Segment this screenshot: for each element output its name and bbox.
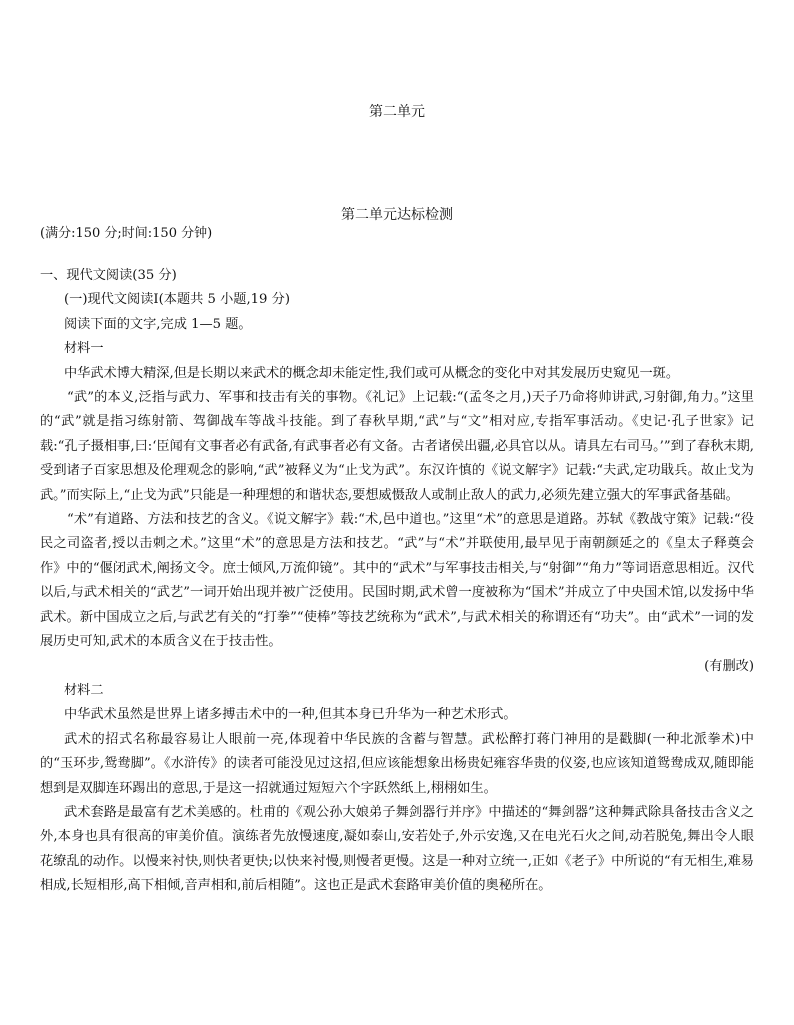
subsection-heading: (一)现代文阅读Ⅰ(本题共 5 小题,19 分) xyxy=(64,292,290,308)
reading-section xyxy=(40,264,754,899)
instruction-text: 阅读下面的文字,完成 1—5 题。 xyxy=(64,316,252,332)
material-two-label: 材料二 xyxy=(64,682,104,698)
material-one-paragraph: “武”的本义,泛指与武力、军事和技击有关的事物。《礼记》上记载:“(孟冬之月,)天子乃命将帅讲武,习射御,角力。”这里的“武”就是指习练射箭、驾御战车等战斗技能。到了春秋早期,“武”与“文”相对应,专指军事活动。《史记·孔子世家》记载:“孔子摄相事,曰:‘臣闻有文事者必有武备,有武事者必有文备。古者诸侯出疆,必具官以从。请具左右司马。’”到了春秋末期,受到诸子百家思想及伦理观念的影响,“武”被释义为“止戈为武”。东汉许慎的《说文解字》记载:“夫武,定功戢兵。故止戈为武。”而实际上,“止戈为武”只能是一种理想的和谐状态,要想威慑敌人或制止敌人的武力,必须先建立强大的军事武备基础。 xyxy=(40,390,754,503)
material-one-label: 材料一 xyxy=(64,341,104,357)
test-title: 第二单元达标检测 xyxy=(341,207,453,223)
material-two-paragraph: 武术套路是最富有艺术美感的。杜甫的《观公孙大娘弟子舞剑器行并序》中描述的“舞剑器”这种舞武除具备技击含义之外,本身也具有很高的审美价值。演练者先放慢速度,凝如泰山,安若处子,外示安逸,又在电光石火之间,动若脱兔,舞出令人眼花缭乱的动作。以慢来衬快,则快者更快;以快来衬慢,则慢者更慢。这是一种对立统一,正如《老子》中所说的“有无相生,难易相成,长短相形,高下相倾,音声相和,前后相随”。这也正是武术套路审美价值的奥秘所在。 xyxy=(40,804,754,894)
material-one-paragraph: 中华武术博大精深,但是长期以来武术的概念却未能定性,我们或可从概念的变化中对其发展历史窥见一斑。 xyxy=(64,365,680,381)
revision-note: (有删改) xyxy=(704,658,754,674)
material-one-paragraph: “术”有道路、方法和技艺的含义。《说文解字》载:“术,邑中道也。”这里“术”的意思是道路。苏轼《教战守策》记载:“役民之司盗者,授以击刺之术。”这里“术”的意思是方法和技艺。“武”与“术”并联使用,最早见于南朝颜延之的《皇太子释奠会作》中的“偃闭武术,阐扬文令。庶士倾风,万流仰镜”。其中的“武术”与军事技击相关,与“射御”“角力”等词语意思相近。汉代以后,与武术相关的“武艺”一词开始出现并被广泛使用。民国时期,武术曾一度被称为“国术”并成立了中央国术馆,以发扬中华武术。新中国成立之后,与武艺有关的“打拳”“使棒”等技艺统称为“武术”,与武术相关的称谓还有“功夫”。由“武术”一词的发展历史可知,武术的本质含义在于技击性。 xyxy=(40,512,754,650)
unit-title: 第二单元 xyxy=(369,104,425,120)
score-time-info: (满分:150 分;时间:150 分钟) xyxy=(40,226,213,241)
material-two-paragraph: 中华武术虽然是世界上诸多搏击术中的一种,但其本身已升华为一种艺术形式。 xyxy=(64,707,517,723)
section-heading: 一、现代文阅读(35 分) xyxy=(40,268,177,283)
material-two-paragraph: 武术的招式名称最容易让人眼前一亮,体现着中华民族的含蓄与智慧。武松醉打蒋门神用的是戳脚(一种北派拳术)中的“玉环步,鸳鸯脚”。《水浒传》的读者可能没见过这招,但应该能想象出杨贵妃雍容华贵的仪姿,也应该知道鸳鸯成双,随即能想到是双脚连环踢出的意思,于是这一招就通过短短六个字跃然纸上,栩栩如生。 xyxy=(40,731,754,796)
